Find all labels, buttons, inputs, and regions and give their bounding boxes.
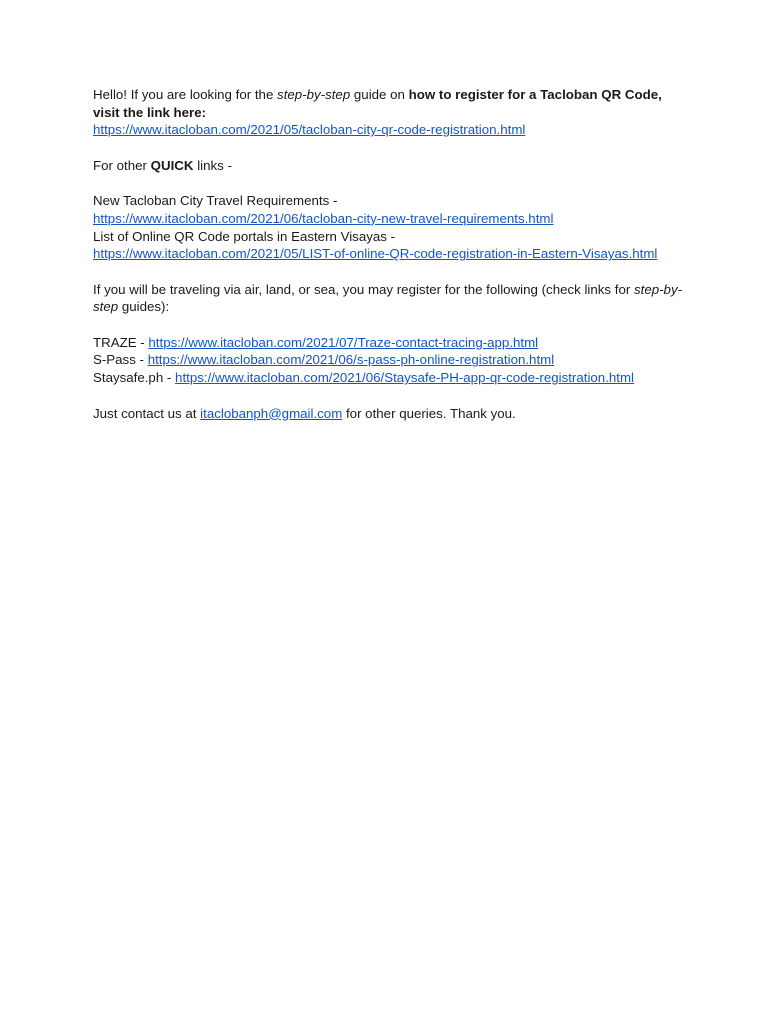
intro-text: Hello! If you are looking for the [93, 87, 278, 102]
traze-link[interactable]: https://www.itacloban.com/2021/07/Traze-contact-tracing-app.html [148, 334, 539, 350]
qr-portals-link[interactable]: https://www.itacloban.com/2021/05/LIST-of-online-QR-code-registration-in-Eastern-Visayas.html [93, 246, 658, 262]
quick-prefix: For other [93, 157, 151, 173]
travel-requirements-link[interactable]: https://www.itacloban.com/2021/06/tacloban-city-new-travel-requirements.html [93, 210, 554, 226]
app-label-staysafe: Staysafe.ph - [93, 370, 176, 386]
travel-italic: step-by-step [93, 281, 683, 315]
app-item-spass [93, 351, 683, 369]
quick-suffix: links - [193, 157, 232, 173]
spass-link[interactable]: https://www.itacloban.com/2021/06/s-pass-ph-online-registration.html [147, 352, 555, 368]
contact-suffix: for other queries. Thank you. [342, 405, 516, 421]
quick-links-heading [93, 157, 683, 175]
app-label-traze: TRAZE - [93, 334, 149, 350]
document-body [93, 86, 683, 422]
spacer [93, 316, 683, 334]
contact-paragraph [93, 405, 683, 423]
qr-portals-link-line [93, 245, 683, 263]
app-label-spass: S-Pass - [93, 352, 148, 368]
intro-bold: how to register for a Tacloban QR Code, visit the link here: [93, 87, 662, 120]
travel-requirements-link-line [93, 210, 683, 228]
app-item-staysafe [93, 369, 683, 387]
travel-text-2: guides): [118, 299, 170, 315]
travel-requirements-label: New Tacloban City Travel Requirements - [93, 193, 338, 209]
contact-prefix: Just contact us at [93, 405, 201, 421]
app-item-traze [93, 334, 683, 352]
contact-email-link[interactable]: itaclobanph@gmail.com [200, 405, 343, 421]
quick-bold: QUICK [150, 157, 194, 173]
intro-paragraph [93, 86, 683, 121]
travel-text: If you will be traveling via air, land, or sea, you may register for the following (check links for [93, 281, 634, 297]
staysafe-link[interactable]: https://www.itacloban.com/2021/06/Staysafe-PH-app-qr-code-registration.html [175, 370, 635, 386]
intro-text-2: guide on [350, 87, 409, 102]
qr-registration-link[interactable]: https://www.itacloban.com/2021/05/tacloban-city-qr-code-registration.html [93, 122, 526, 138]
intro-italic: step-by-step [277, 87, 351, 102]
intro-link-line [93, 121, 683, 139]
spacer [93, 263, 683, 281]
travel-paragraph [93, 281, 683, 316]
spacer [93, 175, 683, 193]
qr-portals-label: List of Online QR Code portals in Eastern Visayas - [93, 228, 396, 244]
spacer [93, 139, 683, 157]
spacer [93, 387, 683, 405]
